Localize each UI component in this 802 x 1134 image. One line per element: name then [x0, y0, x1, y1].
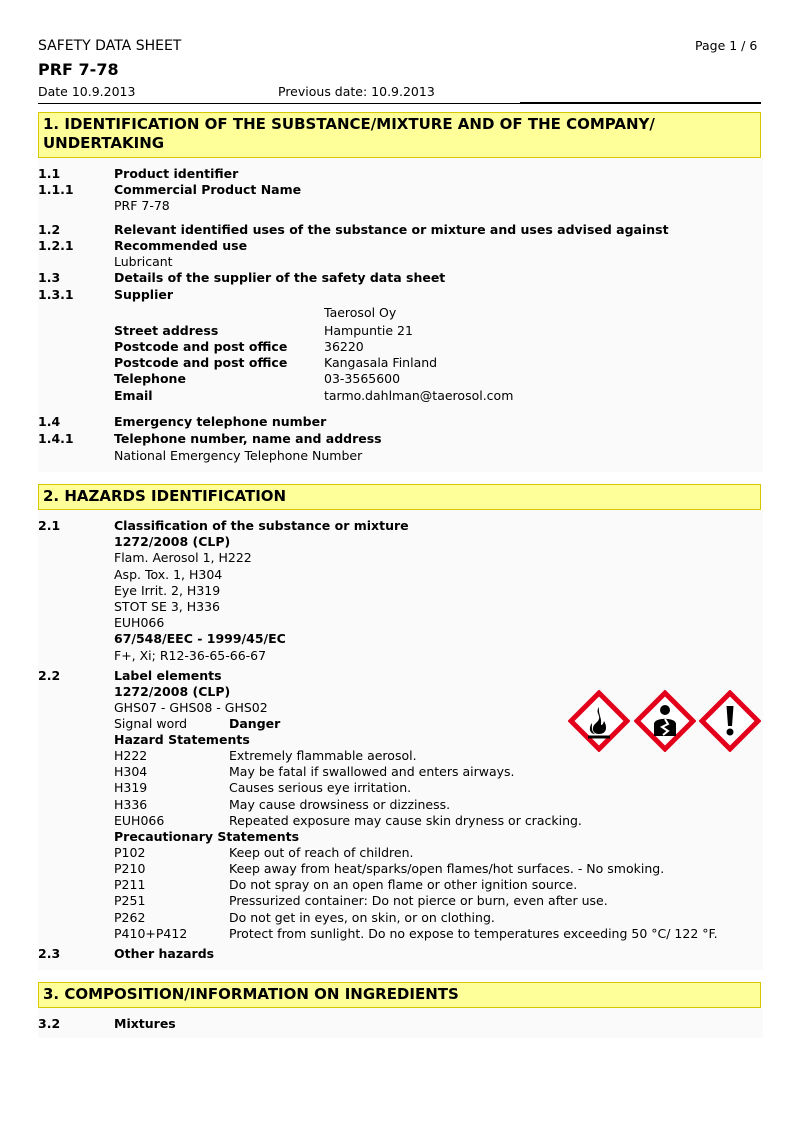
ghs-codes: GHS07 - GHS08 - GHS02: [114, 700, 268, 715]
section-3-heading: 3. COMPOSITION/INFORMATION ON INGREDIENTS: [38, 982, 761, 1008]
previous-date: Previous date: 10.9.2013: [278, 84, 435, 99]
precaution-text: Keep away from heat/sparks/open flames/hot surfaces. - No smoking.: [229, 861, 665, 876]
label-elements-label: Label elements: [114, 668, 222, 683]
item-number: 1.4.1: [38, 431, 74, 446]
supplier-row-label: Street address: [114, 323, 219, 338]
precaution-code: P262: [114, 910, 146, 925]
precaution-code: P102: [114, 845, 146, 860]
document-date: Date 10.9.2013: [38, 84, 136, 99]
item-number: 2.2: [38, 668, 61, 683]
clp-line: STOT SE 3, H336: [114, 599, 220, 614]
header-rule-thick: [520, 102, 761, 104]
signal-word-label: Signal word: [114, 716, 188, 731]
clp-line: Eye Irrit. 2, H319: [114, 583, 221, 598]
item-number: 1.2.1: [38, 238, 74, 253]
hazard-statements-label: Hazard Statements: [114, 732, 250, 747]
product-code: PRF 7-78: [38, 60, 119, 79]
hazard-text: Repeated exposure may cause skin dryness or cracking.: [229, 813, 582, 828]
supplier-label: Supplier: [114, 287, 174, 302]
precaution-text: Pressurized container: Do not pierce or burn, even after use.: [229, 893, 608, 908]
item-number: 3.2: [38, 1016, 61, 1031]
supplier-row-label: Telephone: [114, 371, 186, 386]
precaution-text: Do not get in eyes, on skin, or on clothing.: [229, 910, 495, 925]
supplier-row-value: 03-3565600: [324, 371, 401, 386]
clp-line: Flam. Aerosol 1, H222: [114, 550, 252, 565]
item-number: 1.2: [38, 222, 61, 237]
hazard-code: H319: [114, 780, 148, 795]
precaution-text: Protect from sunlight. Do no expose to temperatures exceeding 50 °C/ 122 °F.: [229, 926, 718, 941]
supplier-row-value: Kangasala Finland: [324, 355, 438, 370]
hazard-code: EUH066: [114, 813, 165, 828]
item-number: 1.1.1: [38, 182, 74, 197]
uses-label: Relevant identified uses of the substance or mixture and uses advised against: [114, 222, 669, 237]
item-number: 2.1: [38, 518, 61, 533]
precaution-code: P410+P412: [114, 926, 188, 941]
hazard-text: May be fatal if swallowed and enters airways.: [229, 764, 515, 779]
clp-label: 1272/2008 (CLP): [114, 684, 231, 699]
hazard-code: H304: [114, 764, 148, 779]
eec-label: 67/548/EEC - 1999/45/EC: [114, 631, 286, 646]
recommended-use-label: Recommended use: [114, 238, 248, 253]
clp-line: Asp. Tox. 1, H304: [114, 567, 223, 582]
supplier-name: Taerosol Oy: [324, 305, 397, 320]
item-number: 1.3.1: [38, 287, 74, 302]
precautionary-label: Precautionary Statements: [114, 829, 300, 844]
document-title: SAFETY DATA SHEET: [38, 38, 182, 54]
classification-label: Classification of the substance or mixture: [114, 518, 409, 533]
item-number: 1.4: [38, 414, 61, 429]
signal-word: Danger: [229, 716, 281, 731]
recommended-use-value: Lubricant: [114, 254, 173, 269]
exclamation-pictogram-icon: [699, 690, 761, 752]
supplier-row-label: Email: [114, 388, 153, 403]
supplier-email: tarmo.dahlman@taerosol.com: [324, 388, 514, 403]
product-identifier-label: Product identifier: [114, 166, 239, 181]
hazard-text: May cause drowsiness or dizziness.: [229, 797, 451, 812]
precaution-code: P211: [114, 877, 146, 892]
section-1-heading: 1. IDENTIFICATION OF THE SUBSTANCE/MIXTURE AND OF THE COMPANY/ UNDERTAKING: [38, 112, 761, 158]
supplier-row-label: Postcode and post office: [114, 355, 288, 370]
page-number: Page 1 / 6: [695, 38, 758, 53]
hazard-code: H222: [114, 748, 148, 763]
supplier-details-label: Details of the supplier of the safety data sheet: [114, 270, 446, 285]
emergency-label: Emergency telephone number: [114, 414, 327, 429]
precaution-text: Do not spray on an open flame or other ignition source.: [229, 877, 578, 892]
other-hazards-label: Other hazards: [114, 946, 215, 961]
supplier-row-label: Postcode and post office: [114, 339, 288, 354]
clp-label: 1272/2008 (CLP): [114, 534, 231, 549]
item-number: 2.3: [38, 946, 61, 961]
item-number: 1.1: [38, 166, 61, 181]
hazard-code: H336: [114, 797, 148, 812]
item-number: 1.3: [38, 270, 61, 285]
mixtures-label: Mixtures: [114, 1016, 176, 1031]
flame-pictogram-icon: [568, 690, 630, 752]
health-hazard-pictogram-icon: [634, 690, 696, 752]
clp-line: EUH066: [114, 615, 165, 630]
commercial-name-value: PRF 7-78: [114, 198, 170, 213]
hazard-text: Extremely flammable aerosol.: [229, 748, 417, 763]
commercial-name-label: Commercial Product Name: [114, 182, 302, 197]
eec-line: F+, Xi; R12-36-65-66-67: [114, 648, 267, 663]
precaution-code: P251: [114, 893, 146, 908]
hazard-text: Causes serious eye irritation.: [229, 780, 412, 795]
supplier-row-value: Hampuntie 21: [324, 323, 413, 338]
precaution-code: P210: [114, 861, 146, 876]
tel-name-address-label: Telephone number, name and address: [114, 431, 382, 446]
section-2-heading: 2. HAZARDS IDENTIFICATION: [38, 484, 761, 510]
precaution-text: Keep out of reach of children.: [229, 845, 414, 860]
emergency-value: National Emergency Telephone Number: [114, 448, 363, 463]
supplier-row-value: 36220: [324, 339, 364, 354]
